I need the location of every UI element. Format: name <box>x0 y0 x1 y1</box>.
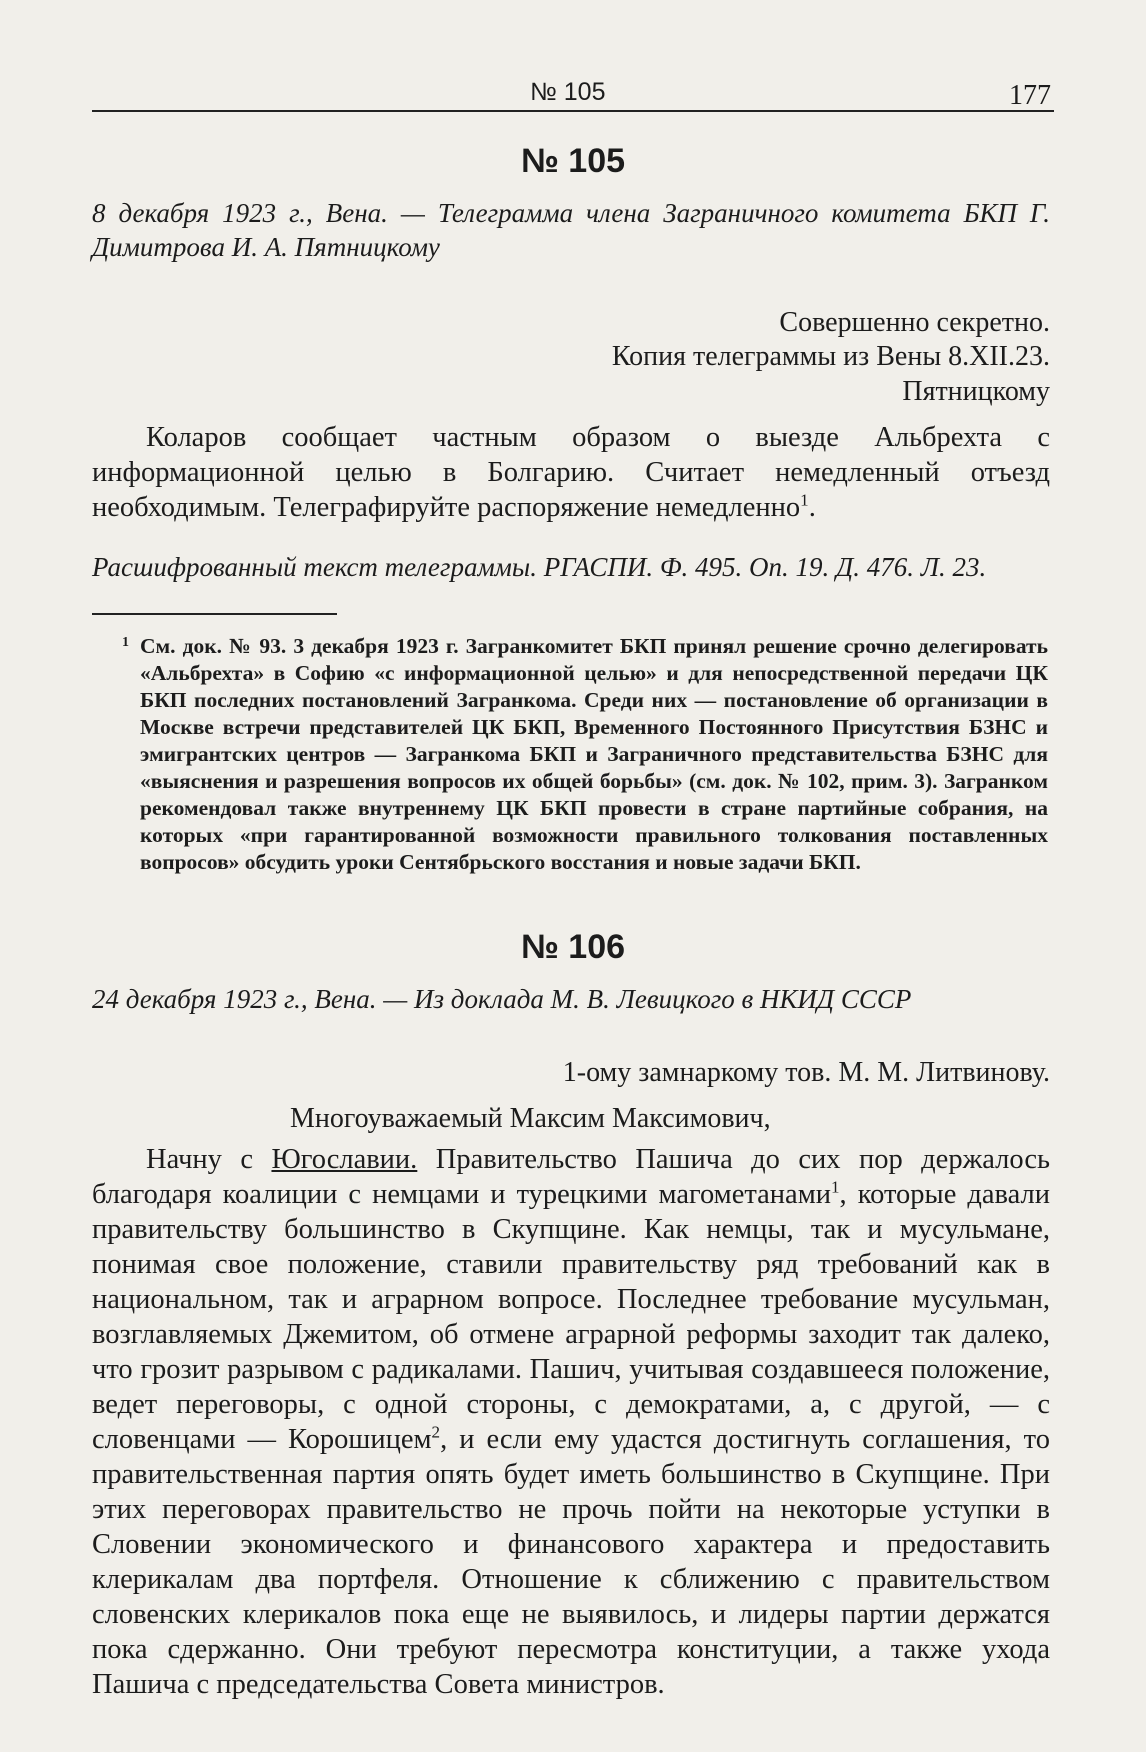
footnote-text: См. док. № 93. 3 декабря 1923 г. Загранкомитет БКП принял решение срочно делегировать «Альбрехта» в Софию «с информационной целью» и для непосредственной передачи ЦК БКП последних постановлений Загранкома. Среди них — постановление об организации в Москве встречи представителей ЦК БКП, Временного Постоянного Присутствия БЗНС и эмигрантских центров — Загранкома БКП и Заграничного представительства БЗНС для «выяснения и разрешения вопросов их общей борьбы» (см. док. № 102, прим. 3). Загранком рекомендовал также внутреннему ЦК БКП провести в стране партийные собрания, на которых «при гарантированной возможности правильного толкования поставленных вопросов» обсудить уроки Сентябрьского восстания и новые задачи БКП. <box>140 634 1048 874</box>
salutation-line: Многоуважаемый Максим Максимович, <box>290 1103 771 1134</box>
underlined-yugoslavia: Югославии. <box>271 1144 418 1175</box>
page-number: 177 <box>1009 80 1051 111</box>
addressee-line: 1-ому замнаркому тов. М. М. Литвинову. <box>562 1057 1050 1088</box>
footnote-marker: 1 <box>122 635 129 650</box>
footnote-ref-106-1: 1 <box>830 1177 840 1197</box>
recipient-line: Пятницкому <box>902 376 1050 407</box>
running-title: № 105 <box>530 78 606 106</box>
footnote-ref-1: 1 <box>800 490 809 510</box>
header-rule <box>92 110 1054 112</box>
doc-105-text-main: Коларов сообщает частным образом о выезде Альбрехта с информационной целью в Болгарию. Считает немедленный отъезд необходимым. Телеграфируйте распоряжение немедленно <box>92 422 1050 523</box>
footnote-1 <box>122 633 1048 876</box>
doc-106-text <box>92 1142 1050 1702</box>
footnote-ref-106-2: 2 <box>431 1422 441 1442</box>
archive-reference: Расшифрованный текст телеграммы. РГАСПИ. Ф. 495. Оп. 19. Д. 476. Л. 23. <box>92 552 987 582</box>
doc-106-part1: Правительство Пашича до сих пор держалось благодаря коалиции с немцами и турецкими магометанами <box>92 1144 1050 1210</box>
doc-106-part3: , и если ему удастся достигнуть соглашения, то правительственная партия опять будет иметь большинство в Скупщине. При этих переговорах правительство не прочь пойти на некоторые уступки в Словении экономического и финансового характера и предоставить клерикалам два портфеля. Отношение к сближению с правительством словенских клерикалов пока еще не выявилось, и лидеры партии держатся пока сдержанно. Они требуют пересмотра конституции, а также ухода Пашича с председательства Совета министров. <box>92 1424 1050 1700</box>
doc-105-text <box>92 420 1050 525</box>
doc-106-number: № 106 <box>520 928 626 966</box>
doc-106-start: Начну с <box>146 1144 272 1175</box>
doc-106-caption: 24 декабря 1923 г., Вена. — Из доклада М. В. Левицкого в НКИД СССР <box>92 984 912 1014</box>
footnote-rule <box>92 613 337 615</box>
doc-105-number: № 105 <box>520 142 626 180</box>
classification-line: Совершенно секретно. <box>779 307 1050 338</box>
doc-105-caption: 8 декабря 1923 г., Вена. — Телеграмма члена Заграничного комитета БКП Г. Димитрова И. А. Пятницкому <box>92 198 1050 262</box>
copy-note-line: Копия телеграммы из Вены 8.XII.23. <box>611 341 1050 372</box>
doc-105-text-end: . <box>808 492 816 523</box>
doc-106-part2: , которые давали правительству большинство в Скупщине. Как немцы, так и мусульмане, понимая свое положение, ставили правительству ряд требований как в национальном, так и аграрном вопросе. Последнее требование мусульман, возглавляемых Джемитом, об отмене аграрной реформы заходит так далеко, что грозит разрывом с радикалами. Пашич, учитывая создавшееся положение, ведет переговоры, с одной стороны, с демократами, а, с другой, — с словенцами — Корошицем <box>92 1179 1050 1455</box>
